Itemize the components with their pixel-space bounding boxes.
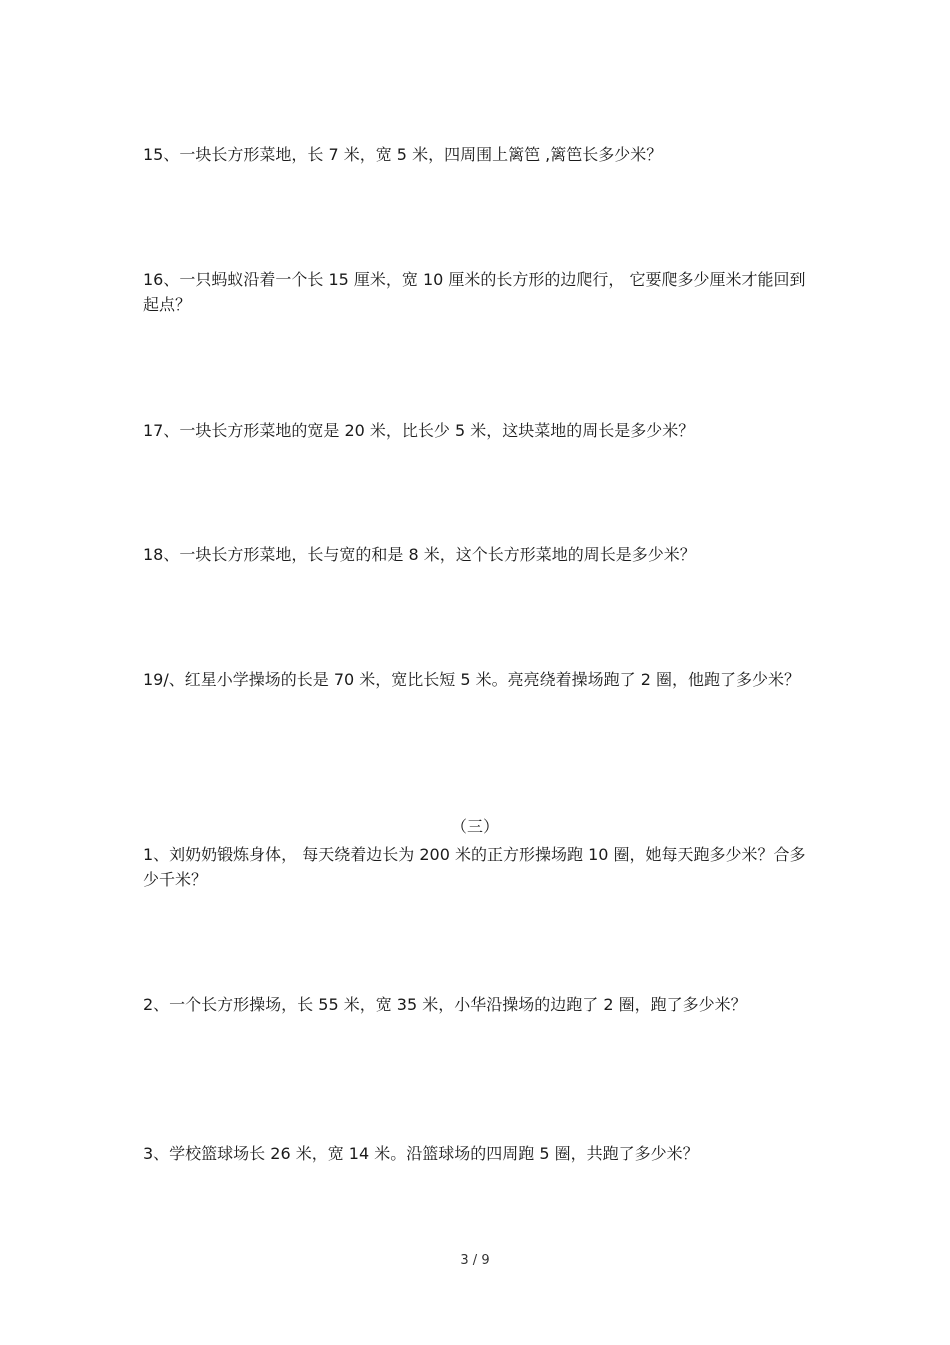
question-3-3: 3、学校篮球场长 26 米，宽 14 米。沿篮球场的四周跑 5 圈，共跑了多少米？ [143,1144,699,1163]
section-title: （三） [450,817,499,836]
question-18: 18、一块长方形菜地，长与宽的和是 8 米，这个长方形菜地的周长是多少米？ [143,545,696,564]
page-number: 3 / 9 [460,1253,490,1268]
question-19: 19/、红星小学操场的长是 70 米，宽比长短 5 米。亮亮绕着操场跑了 2 圈，他跑了多少米？ [143,670,800,689]
question-16: 16、一只蚂蚁沿着一个长 15 厘米，宽 10 厘米的长方形的边爬行， 它要爬多少厘米才能回到起点？ [143,270,806,314]
question-3-1: 1、刘奶奶锻炼身体， 每天绕着边长为 200 米的正方形操场跑 10 圈，她每天跑多少米？合多少千米？ [143,845,806,889]
question-17: 17、一块长方形菜地的宽是 20 米，比长少 5 米，这块菜地的周长是多少米？ [143,421,695,440]
question-3-2: 2、一个长方形操场，长 55 米，宽 35 米，小华沿操场的边跑了 2 圈，跑了多少米？ [143,995,747,1014]
question-15: 15、一块长方形菜地，长 7 米，宽 5 米，四周围上篱笆 ,篱笆长多少米？ [143,145,663,164]
